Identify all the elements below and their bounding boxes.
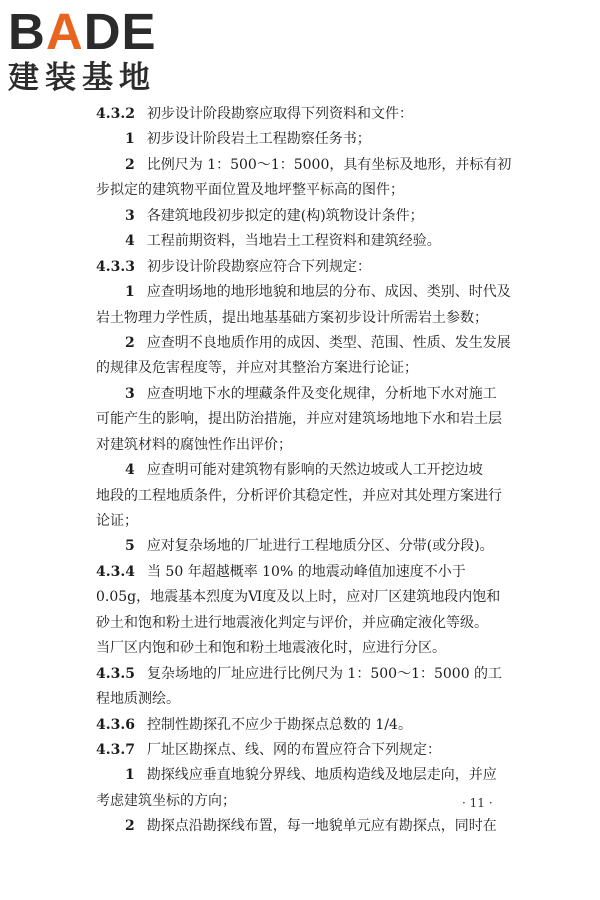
section-line xyxy=(96,560,528,585)
line-text: 应查明可能对建筑物有影响的天然边坡或人工开挖边坡 xyxy=(146,462,483,479)
line-text: 勘探线应垂直地貌分界线、地质构造线及地层走向，并应 xyxy=(146,767,497,784)
line-text: 初步设计阶段勘察应符合下列规定： xyxy=(146,258,371,275)
line-text: 当厂区内饱和砂土和饱和粉土地震液化时，应进行分区。 xyxy=(96,640,446,657)
item-line xyxy=(96,229,528,254)
line-text: 应查明不良地质作用的成因、类型、范围、性质、发生发展 xyxy=(146,334,511,351)
line-text: 工程前期资料，当地岩土工程资料和建筑经验。 xyxy=(146,233,441,250)
line-text: 砂土和饱和粉土进行地震液化判定与评价，并应确定液化等级。 xyxy=(96,614,488,631)
section-number: 4.3.5 xyxy=(96,665,135,682)
section-line xyxy=(96,255,528,280)
item-number: 3 xyxy=(125,207,135,224)
line-text: 厂址区勘探点、线、网的布置应符合下列规定： xyxy=(146,741,441,758)
line-text: 当 50 年超越概率 10% 的地震动峰值加速度不小于 xyxy=(146,563,466,580)
page-number: · 11 · xyxy=(462,796,493,810)
item-line xyxy=(96,280,528,305)
continuation-line xyxy=(96,509,528,534)
line-text: 0.05g，地震基本烈度为Ⅵ度及以上时，应对厂区建筑地段内饱和 xyxy=(96,589,501,606)
item-number: 1 xyxy=(125,131,135,148)
logo-wordmark: BADE xyxy=(8,3,157,60)
item-number: 1 xyxy=(125,284,135,301)
item-number: 4 xyxy=(125,462,135,479)
line-text: 应查明地下水的埋藏条件及变化规律，分析地下水对施工 xyxy=(146,385,497,402)
item-line xyxy=(96,204,528,229)
item-line xyxy=(96,127,528,152)
line-text: 比例尺为 1：500～1：5000，具有坐标及地形，并标有初 xyxy=(146,156,512,173)
line-text: 对建筑材料的腐蚀性作出评价； xyxy=(96,436,292,453)
line-text: 地段的工程地质条件，分析评价其稳定性，并应对其处理方案进行 xyxy=(96,487,502,504)
continuation-line xyxy=(96,484,528,509)
item-number: 3 xyxy=(125,385,135,402)
section-number: 4.3.7 xyxy=(96,741,135,758)
item-line xyxy=(96,153,528,178)
item-number: 1 xyxy=(125,767,135,784)
section-line xyxy=(96,738,528,763)
line-text: 考虑建筑坐标的方向； xyxy=(96,792,236,809)
section-line xyxy=(96,713,528,738)
continuation-line xyxy=(96,687,528,712)
continuation-line xyxy=(96,356,528,381)
item-number: 2 xyxy=(125,818,135,835)
section-line xyxy=(96,662,528,687)
line-text: 的规律及危害程度等，并应对其整治方案进行论证； xyxy=(96,360,418,377)
continuation-line xyxy=(96,611,528,636)
continuation-line xyxy=(96,636,528,661)
section-number: 4.3.2 xyxy=(96,106,135,122)
line-text: 各建筑地段初步拟定的建(构)筑物设计条件； xyxy=(146,207,424,224)
line-text: 论证； xyxy=(96,513,138,529)
item-number: 5 xyxy=(125,538,135,555)
item-line xyxy=(96,458,528,483)
item-line xyxy=(96,331,528,356)
line-text: 初步设计阶段勘察应取得下列资料和文件： xyxy=(146,106,413,122)
item-line xyxy=(96,382,528,407)
line-text: 可能产生的影响，提出防治措施，并应对建筑场地地下水和岩土层 xyxy=(96,411,502,428)
item-line xyxy=(96,814,528,839)
line-text: 步拟定的建筑物平面位置及地坪整平标高的图件； xyxy=(96,182,404,199)
item-number: 2 xyxy=(125,334,135,351)
line-text: 岩土物理力学性质，提出地基基础方案初步设计所需岩土参数； xyxy=(96,309,488,326)
line-text: 程地质测绘。 xyxy=(96,691,180,708)
section-number: 4.3.3 xyxy=(96,258,135,275)
item-number: 2 xyxy=(125,156,135,173)
line-text: 初步设计阶段岩土工程勘察任务书； xyxy=(146,131,371,148)
section-number: 4.3.4 xyxy=(96,563,135,580)
bade-logo xyxy=(8,3,178,101)
continuation-line xyxy=(96,433,528,458)
line-text: 复杂场地的厂址应进行比例尺为 1：500～1：5000 的工 xyxy=(146,665,503,682)
document-body xyxy=(96,102,528,840)
line-text: 应查明场地的地形地貌和地层的分布、成因、类别、时代及 xyxy=(146,284,511,301)
line-text: 应对复杂场地的厂址进行工程地质分区、分带(或分段)。 xyxy=(146,538,494,555)
item-number: 4 xyxy=(125,233,135,250)
logo-subtitle: 建装基地 xyxy=(8,60,156,96)
continuation-line xyxy=(96,306,528,331)
continuation-line xyxy=(96,407,528,432)
section-number: 4.3.6 xyxy=(96,716,135,733)
item-line xyxy=(96,534,528,559)
item-line xyxy=(96,763,528,788)
line-text: 勘探点沿勘探线布置，每一地貌单元应有勘探点，同时在 xyxy=(146,818,497,835)
section-line xyxy=(96,102,528,127)
continuation-line xyxy=(96,178,528,203)
continuation-line xyxy=(96,585,528,610)
line-text: 控制性勘探孔不应少于勘探点总数的 1/4。 xyxy=(146,716,412,733)
